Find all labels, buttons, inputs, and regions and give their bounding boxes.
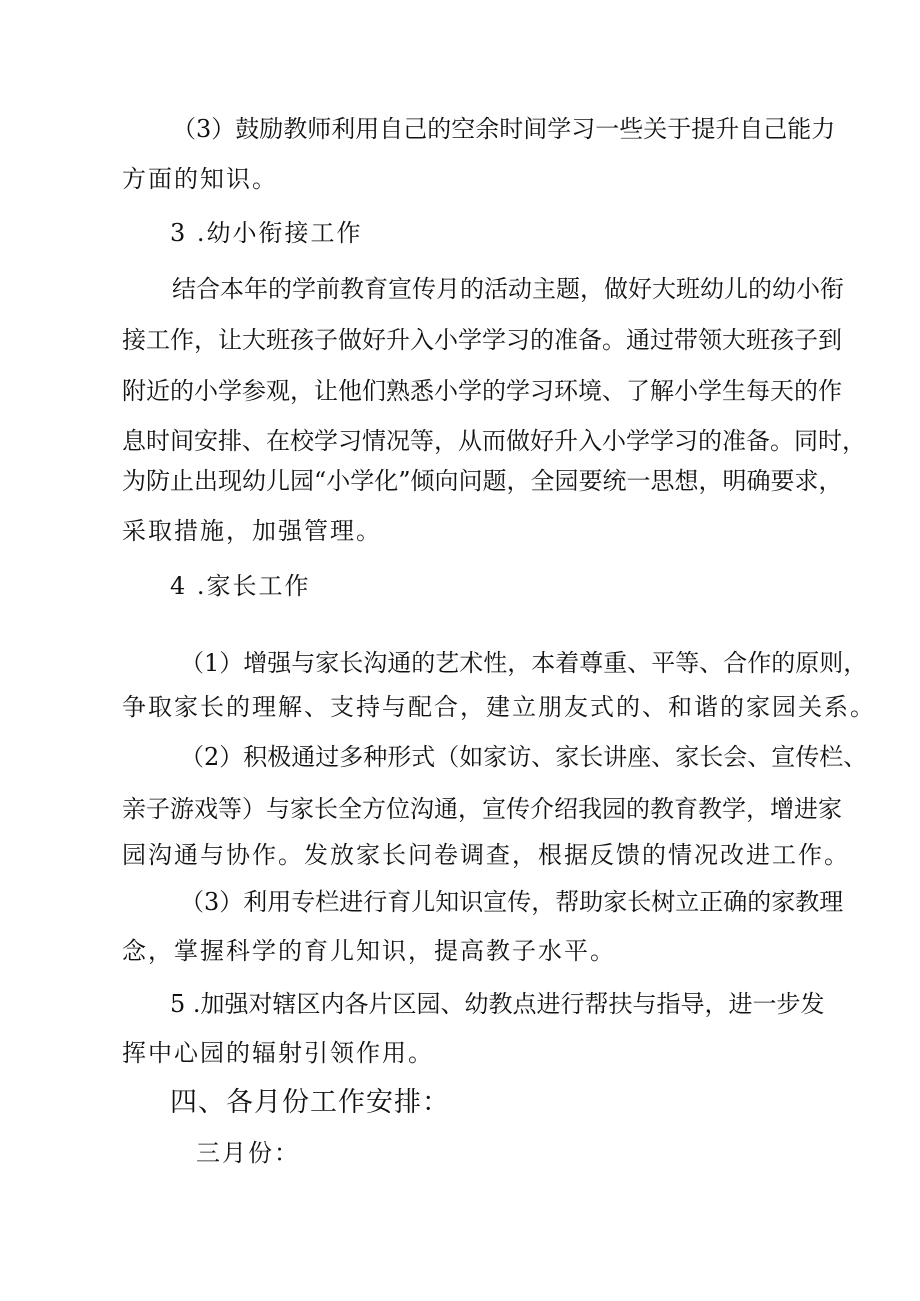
section-title: 四、各月份工作安排： bbox=[170, 1087, 450, 1118]
month-heading: 三月份： bbox=[196, 1139, 300, 1167]
section-heading: 3 .幼小衔接工作 bbox=[170, 219, 363, 247]
paragraph-line: （3）利用专栏进行育儿知识宣传，帮助家长树立正确的家教理 bbox=[180, 888, 844, 916]
paragraph-line: 挥中心园的辐射引领作用。 bbox=[122, 1039, 434, 1067]
paragraph-line: 5 .加强对辖区内各片区园、幼教点进行帮扶与指导，进一步发 bbox=[170, 990, 825, 1018]
paragraph-line: 亲子游戏等）与家长全方位沟通，宣传介绍我园的教育教学，增进家 bbox=[122, 795, 842, 823]
paragraph-line: 念，掌握科学的育儿知识，提高教子水平。 bbox=[122, 937, 616, 965]
paragraph-line: 争取家长的理解、支持与配合，建立朋友式的、和谐的家园关系。 bbox=[122, 693, 876, 721]
paragraph-line: 园沟通与协作。发放家长问卷调查，根据反馈的情况改进工作。 bbox=[122, 841, 850, 869]
paragraph-line: 方面的知识。 bbox=[122, 165, 278, 193]
paragraph-line: 接工作，让大班孩子做好升入小学学习的准备。通过带领大班孩子到 bbox=[122, 326, 842, 354]
paragraph-line: 结合本年的学前教育宣传月的活动主题，做好大班幼儿的幼小衔 bbox=[172, 275, 844, 303]
paragraph-line: （3）鼓励教师利用自己的空余时间学习一些关于提升自己能力 bbox=[172, 115, 836, 143]
paragraph-line: （1）增强与家长沟通的艺术性，本着尊重、平等、合作的原则， bbox=[180, 649, 868, 677]
paragraph-line: 采取措施，加强管理。 bbox=[122, 517, 382, 545]
paragraph-line: 息时间安排、在校学习情况等，从而做好升入小学学习的准备。同时， bbox=[122, 427, 866, 455]
section-heading: 4 .家长工作 bbox=[170, 572, 311, 600]
paragraph-line: （2）积极通过多种形式（如家访、家长讲座、家长会、宣传栏、 bbox=[180, 743, 868, 771]
paragraph-line: 为防止出现幼儿园“小学化”倾向问题，全园要统一思想，明确要求， bbox=[122, 467, 843, 495]
paragraph-line: 附近的小学参观，让他们熟悉小学的学习环境、了解小学生每天的作 bbox=[122, 377, 842, 405]
